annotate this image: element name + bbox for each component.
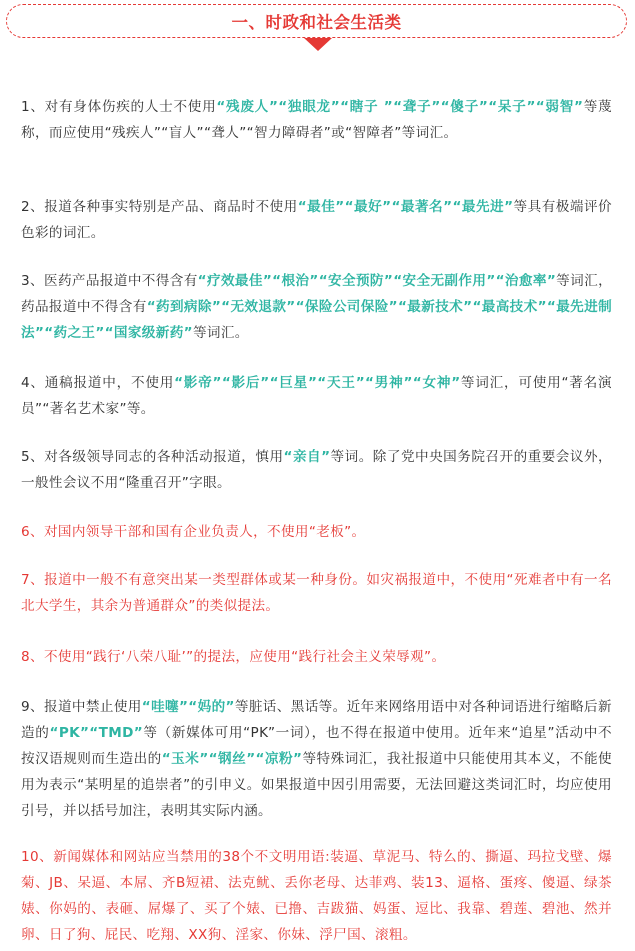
keyword-term: “最新技术” xyxy=(397,299,473,315)
keyword-term: “亲自” xyxy=(283,449,331,465)
keyword-term: “TMD” xyxy=(89,725,143,741)
keyword-term: “PK” xyxy=(49,725,90,741)
keyword-term: “最先进制法” xyxy=(21,299,613,341)
keyword-term: “钢丝” xyxy=(208,751,256,767)
down-arrow-icon xyxy=(304,38,332,51)
keyword-term: “影帝” xyxy=(174,375,222,391)
keyword-term: “无效退款” xyxy=(221,299,296,315)
text-segment: 等脏话、黑话等。近年来网络用语中对各种词语进行缩略后新造的 xyxy=(21,699,612,741)
keyword-term: “女神” xyxy=(412,375,461,391)
keyword-term: “哇噻” xyxy=(141,699,189,715)
keyword-term: “最好” xyxy=(344,199,392,215)
text-segment: 8、不使用“践行‘八荣八耻’”的提法，应使用“践行社会主义荣辱观”。 xyxy=(21,649,446,665)
keyword-term: “弱智” xyxy=(535,99,584,115)
text-segment: 7、报道中一般不有意突出某一类型群体或某一种身份。如灾祸报道中，不使用“死难者中有一名北大学生，其余为普通群众”的类似提法。 xyxy=(21,572,612,614)
keyword-term: “残废人” xyxy=(216,99,279,115)
keyword-term: “最先进” xyxy=(452,199,514,215)
keyword-term: “凉粉” xyxy=(255,751,303,767)
keyword-term: “呆子” xyxy=(488,99,536,115)
rule-paragraph-10 xyxy=(21,844,612,948)
text-segment: 5、对各级领导同志的各种活动报道，慎用 xyxy=(21,449,284,465)
keyword-term: “国家级新药” xyxy=(104,325,193,341)
section-title-frame xyxy=(6,4,627,38)
text-segment: 等特殊词汇，我社报道中只能使用其本义，不能使用为表示“某明星的追崇者”的引申义。如果报道中因引用需要，无法回避这类词汇时，均应使用引号，并以括号加注，表明其实际内涵。 xyxy=(21,751,612,819)
rule-paragraph-6 xyxy=(21,519,612,545)
keyword-term: “疗效最佳” xyxy=(197,273,273,289)
text-segment: 等（新媒体可用“PK”一词），也不得在报道中使用。近年来“追星”活动中不按汉语规则而生造出的 xyxy=(21,725,612,767)
text-segment: 等具有极端评价色彩的词汇。 xyxy=(21,199,612,241)
keyword-term: “最佳” xyxy=(297,199,345,215)
text-segment: 等蔑称，而应使用“残疾人”“盲人”“聋人”“智力障碍者”或“智障者”等词汇。 xyxy=(21,99,612,141)
rule-paragraph-9 xyxy=(21,694,612,824)
keyword-term: “药之王” xyxy=(44,325,105,341)
text-segment: 9、报道中禁止使用 xyxy=(21,699,142,715)
text-segment: 1、对有身体伤疾的人士不使用 xyxy=(21,99,217,115)
text-segment: 4、通稿报道中，不使用 xyxy=(21,375,175,391)
text-segment: 2、报道各种事实特别是产品、商品时不使用 xyxy=(21,199,298,215)
keyword-term: “保险公司保险” xyxy=(295,299,398,315)
rule-paragraph-3 xyxy=(21,268,612,346)
rule-paragraph-1 xyxy=(21,94,612,146)
text-segment: 等词汇，可使用“著名演员”“著名艺术家”等。 xyxy=(21,375,612,417)
rule-paragraph-4 xyxy=(21,370,612,422)
keyword-term: “影后” xyxy=(221,375,270,391)
keyword-term: “聋子” xyxy=(393,99,441,115)
rule-paragraph-5 xyxy=(21,444,612,496)
keyword-term: “安全预防” xyxy=(318,273,394,289)
section-header xyxy=(0,0,635,62)
text-segment: 6、对国内领导干部和国有企业负责人，不使用“老板”。 xyxy=(21,524,366,540)
keyword-term: “治愈率” xyxy=(495,273,557,289)
keyword-term: “瞎子 ” xyxy=(340,99,394,115)
text-segment: 等词。除了党中央国务院召开的重要会议外，一般性会议不用“隆重召开”字眼。 xyxy=(21,449,612,491)
keyword-term: “根治” xyxy=(272,273,319,289)
keyword-term: “最著名” xyxy=(391,199,453,215)
keyword-term: “妈的” xyxy=(188,699,235,715)
keyword-term: “男神” xyxy=(365,375,413,391)
keyword-term: “玉米” xyxy=(161,751,209,767)
rule-paragraph-7 xyxy=(21,567,612,619)
keyword-term: “天王” xyxy=(317,375,366,391)
keyword-term: “药到病除” xyxy=(146,299,222,315)
keyword-term: “巨星” xyxy=(269,375,318,391)
text-segment: 等词汇，药品报道中不得含有 xyxy=(21,273,613,315)
keyword-term: “傻子” xyxy=(440,99,489,115)
rule-paragraph-2 xyxy=(21,194,612,246)
keyword-term: “独眼龙” xyxy=(278,99,341,115)
keyword-term: “最高技术” xyxy=(472,299,547,315)
text-segment: 10、新闻媒体和网站应当禁用的38个不文明用语:装逼、草泥马、特么的、撕逼、玛拉戈壁、爆菊、JB、呆逼、本屌、齐B短裙、法克鱿、丢你老母、达菲鸡、装13、逼格、蛋疼、傻逼、绿茶婊、你妈的、表砸、屌爆了、买了个婊、已撸、吉跋猫、妈蛋、逗比、我靠、碧莲、碧池、然并卵、日了狗、屁民、吃翔、XX狗、淫家、你妹、浮尸国、滚粗。 xyxy=(21,849,612,943)
text-segment: 等词汇。 xyxy=(192,325,249,341)
text-segment: 3、医药产品报道中不得含有 xyxy=(21,273,198,289)
rule-paragraph-8 xyxy=(21,644,612,670)
keyword-term: “安全无副作用” xyxy=(393,273,496,289)
section-title: 一、时政和社会生活类 xyxy=(231,13,402,32)
